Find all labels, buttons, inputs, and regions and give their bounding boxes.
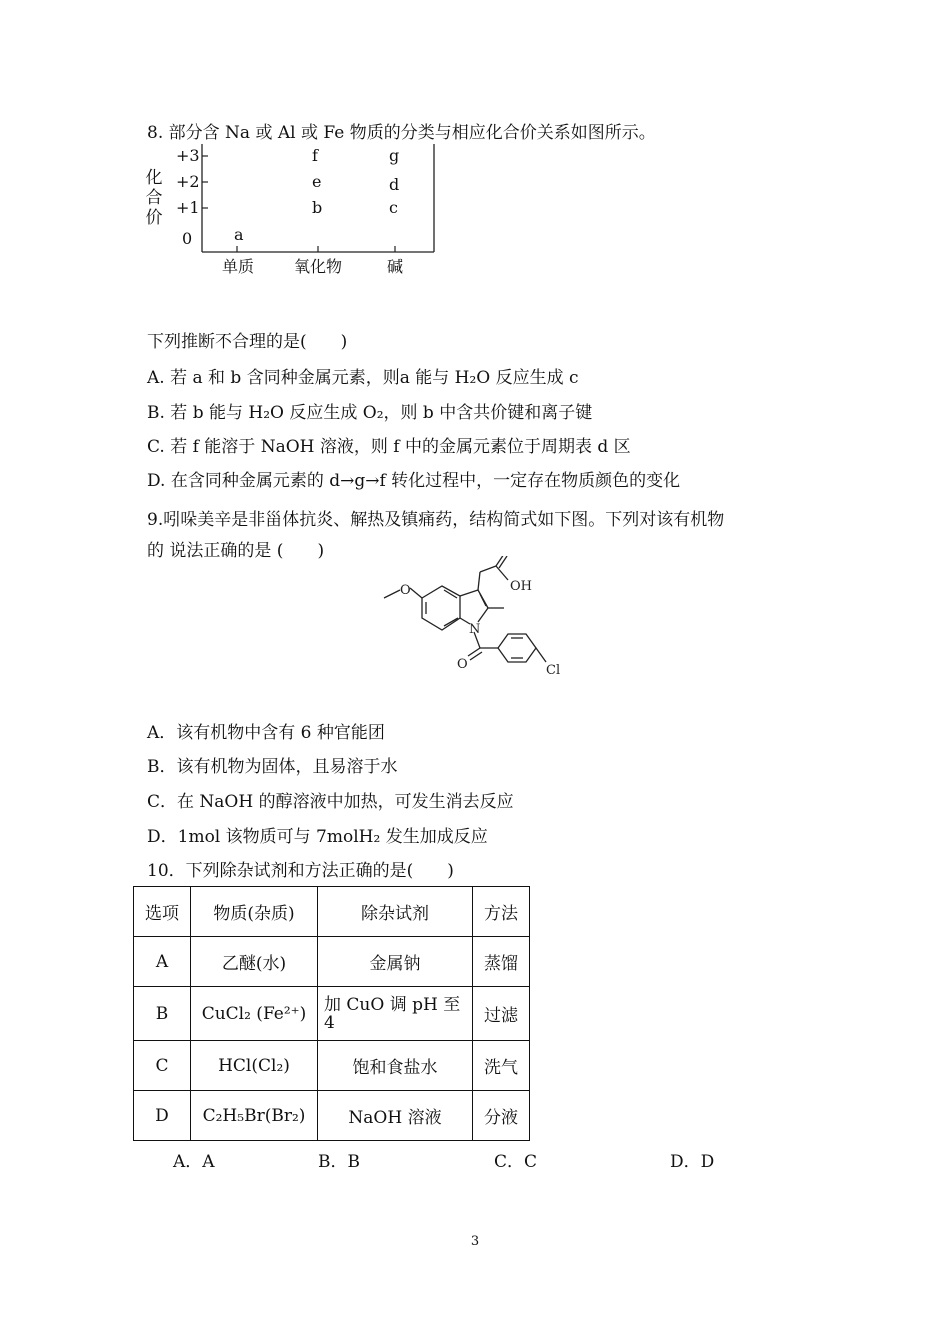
x-label-oxide: 氧化物 (294, 257, 343, 276)
point-f: f (312, 146, 318, 165)
q10-choice-c: C．C (494, 1152, 538, 1172)
point-b: b (312, 198, 323, 217)
molecule-drawing (378, 556, 578, 686)
header-substance: 物质(杂质) (191, 887, 318, 937)
q10-table (133, 886, 530, 1141)
q9-stem-line2: 的 说法正确的是 ( ) (147, 541, 325, 561)
header-option: 选项 (134, 887, 191, 937)
q9-option-a: A．该有机物中含有 6 种官能团 (147, 723, 385, 743)
cell-method: 过滤 (473, 987, 530, 1041)
cell-option: B (134, 987, 191, 1041)
mol-label-n: N (469, 622, 481, 637)
page-number: 3 (470, 1234, 480, 1249)
y-axis-title: 化合价 (145, 168, 163, 228)
point-d: d (389, 175, 400, 194)
mol-label-cl: Cl (546, 663, 561, 678)
q8-stem: 8. 部分含 Na 或 Al 或 Fe 物质的分类与相应化合价关系如图所示。 (147, 123, 656, 143)
cell-option: D (134, 1091, 191, 1141)
cell-reagent: 加 CuO 调 pH 至 4 (318, 987, 473, 1041)
cell-option: A (134, 937, 191, 987)
q9-option-c: C．在 NaOH 的醇溶液中加热，可发生消去反应 (147, 792, 514, 812)
table-row (134, 987, 530, 1041)
header-reagent: 除杂试剂 (318, 887, 473, 937)
y-tick-label-2: +2 (176, 172, 200, 191)
mol-label-oh: OH (510, 579, 532, 594)
x-label-element: 单质 (222, 257, 255, 276)
mol-label-o-methoxy: O (400, 583, 411, 598)
point-g: g (389, 146, 400, 165)
cell-reagent: NaOH 溶液 (318, 1091, 473, 1141)
q8-option-d: D. 在含同种金属元素的 d→g→f 转化过程中，一定存在物质颜色的变化 (147, 471, 681, 491)
y-tick-label-3: +3 (176, 146, 200, 165)
cell-substance: 乙醚(水) (191, 937, 318, 987)
indomethacin-structure (378, 556, 578, 686)
cell-option: C (134, 1041, 191, 1091)
table-row (134, 937, 530, 987)
cell-substance: C₂H₅Br(Br₂) (191, 1091, 318, 1141)
cell-reagent: 金属钠 (318, 937, 473, 987)
table-header-row (134, 887, 530, 937)
q10-choice-b: B．B (318, 1152, 360, 1172)
q9-option-d: D．1mol 该物质可与 7molH₂ 发生加成反应 (147, 827, 488, 847)
table-row (134, 1041, 530, 1091)
q10-choice-d: D．D (670, 1152, 715, 1172)
q8-option-b: B. 若 b 能与 H₂O 反应生成 O₂，则 b 中含共价键和离子键 (147, 403, 593, 423)
cell-substance: CuCl₂ (Fe²⁺) (191, 987, 318, 1041)
point-c: c (389, 198, 398, 217)
y-tick-label-1: +1 (176, 198, 200, 217)
cell-substance: HCl(Cl₂) (191, 1041, 318, 1091)
valence-chart (140, 140, 460, 290)
mol-label-o-carbonyl: O (457, 657, 468, 672)
point-e: e (312, 172, 322, 191)
cell-reagent: 饱和食盐水 (318, 1041, 473, 1091)
header-method: 方法 (473, 887, 530, 937)
cell-method: 洗气 (473, 1041, 530, 1091)
x-label-base: 碱 (387, 257, 404, 276)
q8-option-c: C. 若 f 能溶于 NaOH 溶液，则 f 中的金属元素位于周期表 d 区 (147, 437, 631, 457)
cell-method: 蒸馏 (473, 937, 530, 987)
y-tick-label-0: 0 (182, 229, 193, 248)
point-a: a (234, 225, 244, 244)
q9-stem-line1: 9.吲哚美辛是非甾体抗炎、解热及镇痛药，结构简式如下图。下列对该有机物 (147, 510, 725, 530)
q9-option-b: B．该有机物为固体，且易溶于水 (147, 757, 398, 777)
cell-method: 分液 (473, 1091, 530, 1141)
q8-prompt: 下列推断不合理的是( ) (147, 332, 348, 352)
q10-stem: 10．下列除杂试剂和方法正确的是( ) (147, 861, 454, 881)
q8-option-a: A. 若 a 和 b 含同种金属元素，则a 能与 H₂O 反应生成 c (147, 368, 579, 388)
table-row (134, 1091, 530, 1141)
q10-choice-a: A．A (173, 1152, 215, 1172)
